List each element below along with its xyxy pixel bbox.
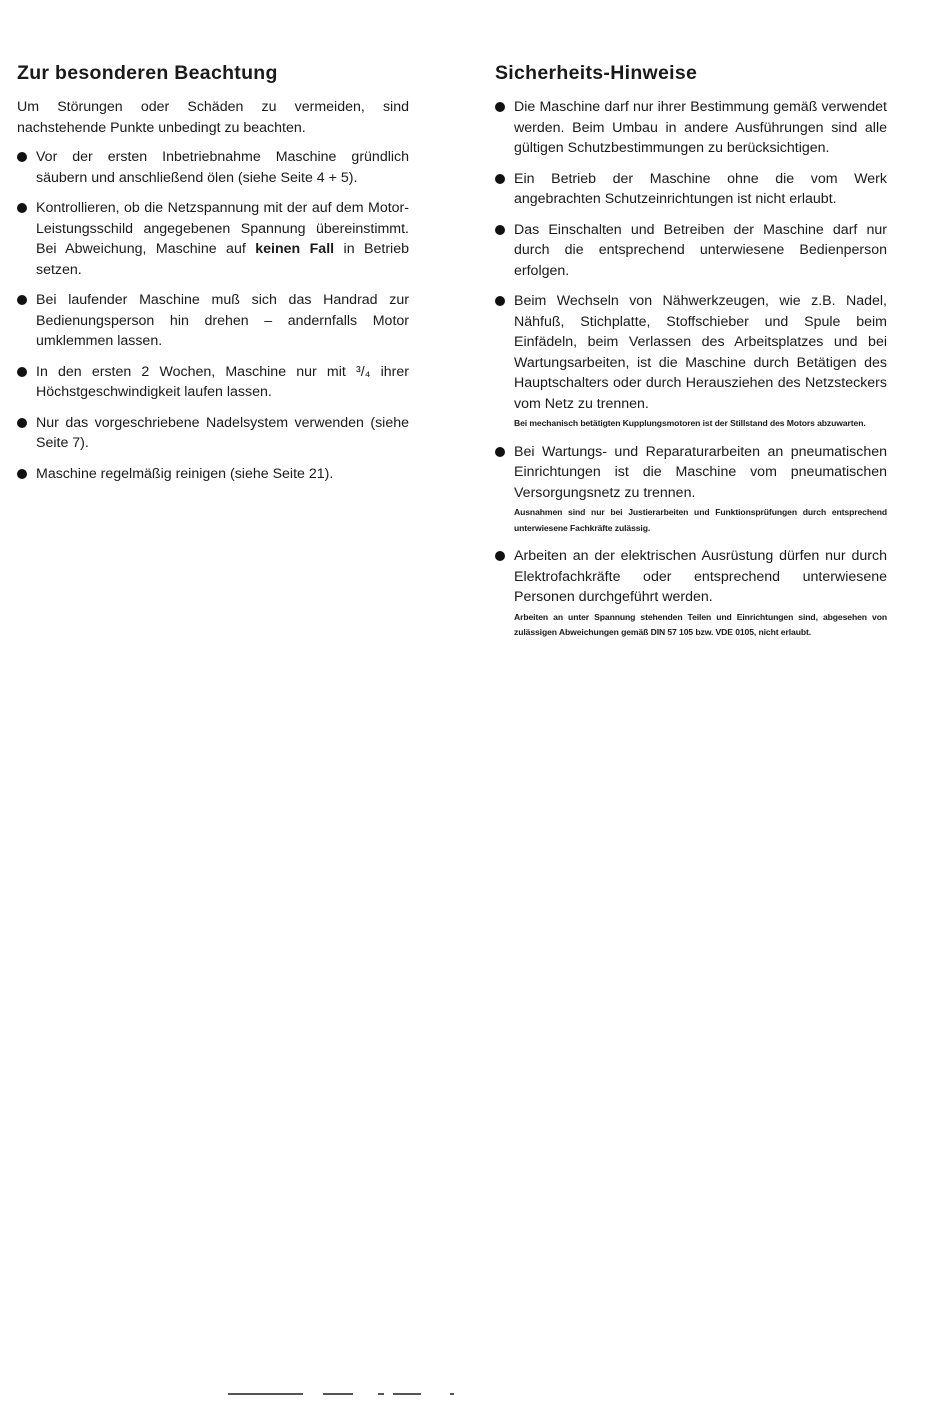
scan-mark bbox=[378, 1393, 384, 1395]
bullet-icon bbox=[495, 296, 505, 306]
attention-intro: Um Störungen oder Schäden zu vermeiden, sind nachstehende Punkte unbedingt zu beachten. bbox=[17, 99, 409, 136]
list-item: Maschine regelmäßig reinigen (siehe Seite 21). bbox=[17, 464, 409, 485]
bullet-icon bbox=[495, 447, 505, 457]
list-item: Nur das vorgeschriebene Nadelsystem verwenden (siehe Seite 7). bbox=[17, 413, 409, 454]
list-item: Beim Wechseln von Nähwerkzeugen, wie z.B. Nadel, Nähfuß, Stichplatte, Stoffschieber und Spule beim Einfädeln, beim Verlassen des Arbeitsplatzes und bei Wartungsarbeiten, ist die Maschine durch Betätigen des Hauptschalters oder durch Herausziehen des Netzsteckers vom Netz zu trennen. Bei mechanisch betätigten Kupplungsmotoren ist der Stillstand des Motors abzuwarten. bbox=[495, 291, 887, 432]
list-item: Das Einschalten und Betreiben der Maschine darf nur durch die entsprechend unterwiesene Bedienperson erfolgen. bbox=[495, 220, 887, 282]
list-item: Kontrollieren, ob die Netzspannung mit der auf dem Motor-Leistungsschild angegebenen Spannung übereinstimmt. Bei Abweichung, Maschine auf keinen Fall in Betrieb setzen. bbox=[17, 198, 409, 280]
bullet-icon bbox=[495, 102, 505, 112]
scan-mark bbox=[228, 1393, 303, 1395]
bullet-icon bbox=[495, 174, 505, 184]
list-item: Bei laufender Maschine muß sich das Handrad zur Bedienungsperson hin drehen – andernfalls Motor umklemmen lassen. bbox=[17, 290, 409, 352]
list-item: In den ersten 2 Wochen, Maschine nur mit ³/₄ ihrer Höchstgeschwindigkeit laufen lassen. bbox=[17, 362, 409, 403]
bullet-icon bbox=[17, 203, 27, 213]
attention-section bbox=[17, 62, 409, 494]
list-item: Vor der ersten Inbetriebnahme Maschine gründlich säubern und anschließend ölen (siehe Seite 4 + 5). bbox=[17, 147, 409, 188]
bullet-icon bbox=[17, 418, 27, 428]
attention-title: Zur besonderen Beachtung bbox=[17, 62, 278, 84]
bullet-icon bbox=[495, 551, 505, 561]
attention-list bbox=[17, 147, 409, 484]
bullet-icon bbox=[17, 295, 27, 305]
emphasis-text: keinen Fall bbox=[255, 241, 335, 257]
list-item: Arbeiten an der elektrischen Ausrüstung dürfen nur durch Elektrofachkräfte oder entsprechend unterwiesene Personen durchgeführt werden. Arbeiten an unter Spannung stehenden Teilen und Einrichtungen sind, abgesehen von zulässigen Abweichungen gemäß DIN 57 105 bzw. VDE 0105, nicht erlaubt. bbox=[495, 546, 887, 641]
list-item: Bei Wartungs- und Reparaturarbeiten an pneumatischen Einrichtungen ist die Maschine vom pneumatischen Versorgungsnetz zu trennen. Ausnahmen sind nur bei Justierarbeiten und Funktionsprüfungen durch entsprechend unterwiesene Fachkräfte zulässig. bbox=[495, 442, 887, 537]
bullet-icon bbox=[17, 367, 27, 377]
safety-section bbox=[495, 62, 887, 651]
footnote-text: Ausnahmen sind nur bei Justierarbeiten und Funktionsprüfungen durch entsprechend unterwiesene Fachkräfte zulässig. bbox=[514, 507, 887, 533]
bullet-icon bbox=[495, 225, 505, 235]
scan-mark bbox=[323, 1393, 353, 1395]
scan-mark bbox=[393, 1393, 421, 1395]
safety-list bbox=[495, 97, 887, 641]
scan-artifact-marks bbox=[228, 1393, 468, 1396]
list-item: Die Maschine darf nur ihrer Bestimmung gemäß verwendet werden. Beim Umbau in andere Ausführungen sind alle gültigen Schutzbestimmungen zu berücksichtigen. bbox=[495, 97, 887, 159]
footnote-text: Arbeiten an unter Spannung stehenden Teilen und Einrichtungen sind, abgesehen von zulässigen Abweichungen gemäß DIN 57 105 bzw. VDE 0105, nicht erlaubt. bbox=[514, 611, 887, 637]
safety-title: Sicherheits-Hinweise bbox=[495, 62, 698, 84]
list-item: Ein Betrieb der Maschine ohne die vom Werk angebrachten Schutzeinrichtungen ist nicht erlaubt. bbox=[495, 169, 887, 210]
footnote-text: Bei mechanisch betätigten Kupplungsmotoren ist der Stillstand des Motors abzuwarten. bbox=[514, 418, 866, 428]
bullet-icon bbox=[17, 469, 27, 479]
scan-mark bbox=[450, 1393, 454, 1395]
bullet-icon bbox=[17, 152, 27, 162]
